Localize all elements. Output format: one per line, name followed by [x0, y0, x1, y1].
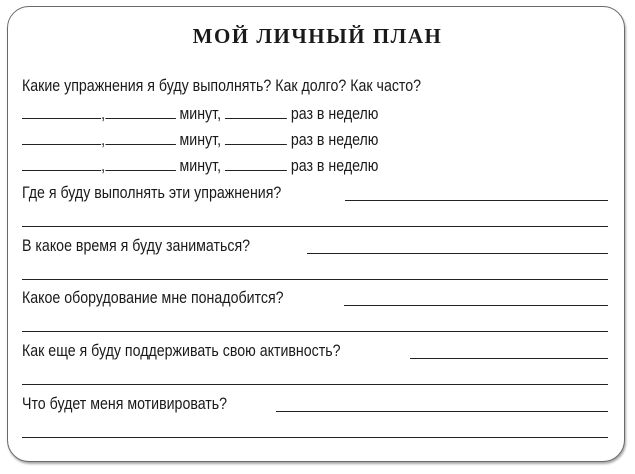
frequency-blank[interactable] — [225, 130, 287, 145]
intro-question: Какие упражнения я буду выполнять? Как долго? Как часто? — [22, 77, 422, 95]
answer-line-motivation-2[interactable] — [22, 437, 608, 438]
duration-blank[interactable] — [105, 104, 176, 119]
schedule-row-2 — [22, 130, 378, 150]
exercise-blank[interactable] — [22, 104, 101, 119]
times-per-week-label: раз в неделю — [290, 105, 379, 123]
minutes-label: минут, — [179, 105, 222, 123]
comma: , — [101, 157, 106, 175]
question-equipment: Какое оборудование мне понадобится? — [22, 289, 284, 307]
exercise-blank[interactable] — [22, 130, 101, 145]
schedule-row-3 — [22, 156, 378, 176]
comma: , — [101, 105, 106, 123]
answer-line-motivation-1[interactable] — [276, 411, 608, 412]
times-per-week-label: раз в неделю — [290, 157, 379, 175]
answer-line-location-1[interactable] — [345, 200, 608, 201]
minutes-label: минут, — [179, 157, 222, 175]
question-time: В какое время я буду заниматься? — [22, 237, 251, 255]
schedule-row-1 — [22, 104, 378, 124]
question-motivation: Что будет меня мотивировать? — [22, 395, 228, 413]
frequency-blank[interactable] — [225, 104, 287, 119]
answer-line-equipment-1[interactable] — [344, 305, 608, 306]
answer-line-time-1[interactable] — [307, 253, 608, 254]
question-location: Где я буду выполнять эти упражнения? — [22, 184, 282, 202]
duration-blank[interactable] — [105, 130, 176, 145]
answer-line-time-2[interactable] — [22, 279, 608, 280]
page-title: МОЙ ЛИЧНЫЙ ПЛАН — [192, 24, 443, 48]
minutes-label: минут, — [179, 131, 222, 149]
exercise-blank[interactable] — [22, 156, 101, 171]
comma: , — [101, 131, 106, 149]
times-per-week-label: раз в неделю — [290, 131, 379, 149]
frequency-blank[interactable] — [225, 156, 287, 171]
answer-line-activity-2[interactable] — [22, 384, 608, 385]
answer-line-equipment-2[interactable] — [22, 331, 608, 332]
duration-blank[interactable] — [105, 156, 176, 171]
question-activity: Как еще я буду поддерживать свою активность? — [22, 342, 341, 360]
answer-line-location-2[interactable] — [22, 226, 608, 227]
plan-card — [7, 6, 625, 462]
answer-line-activity-1[interactable] — [410, 358, 608, 359]
